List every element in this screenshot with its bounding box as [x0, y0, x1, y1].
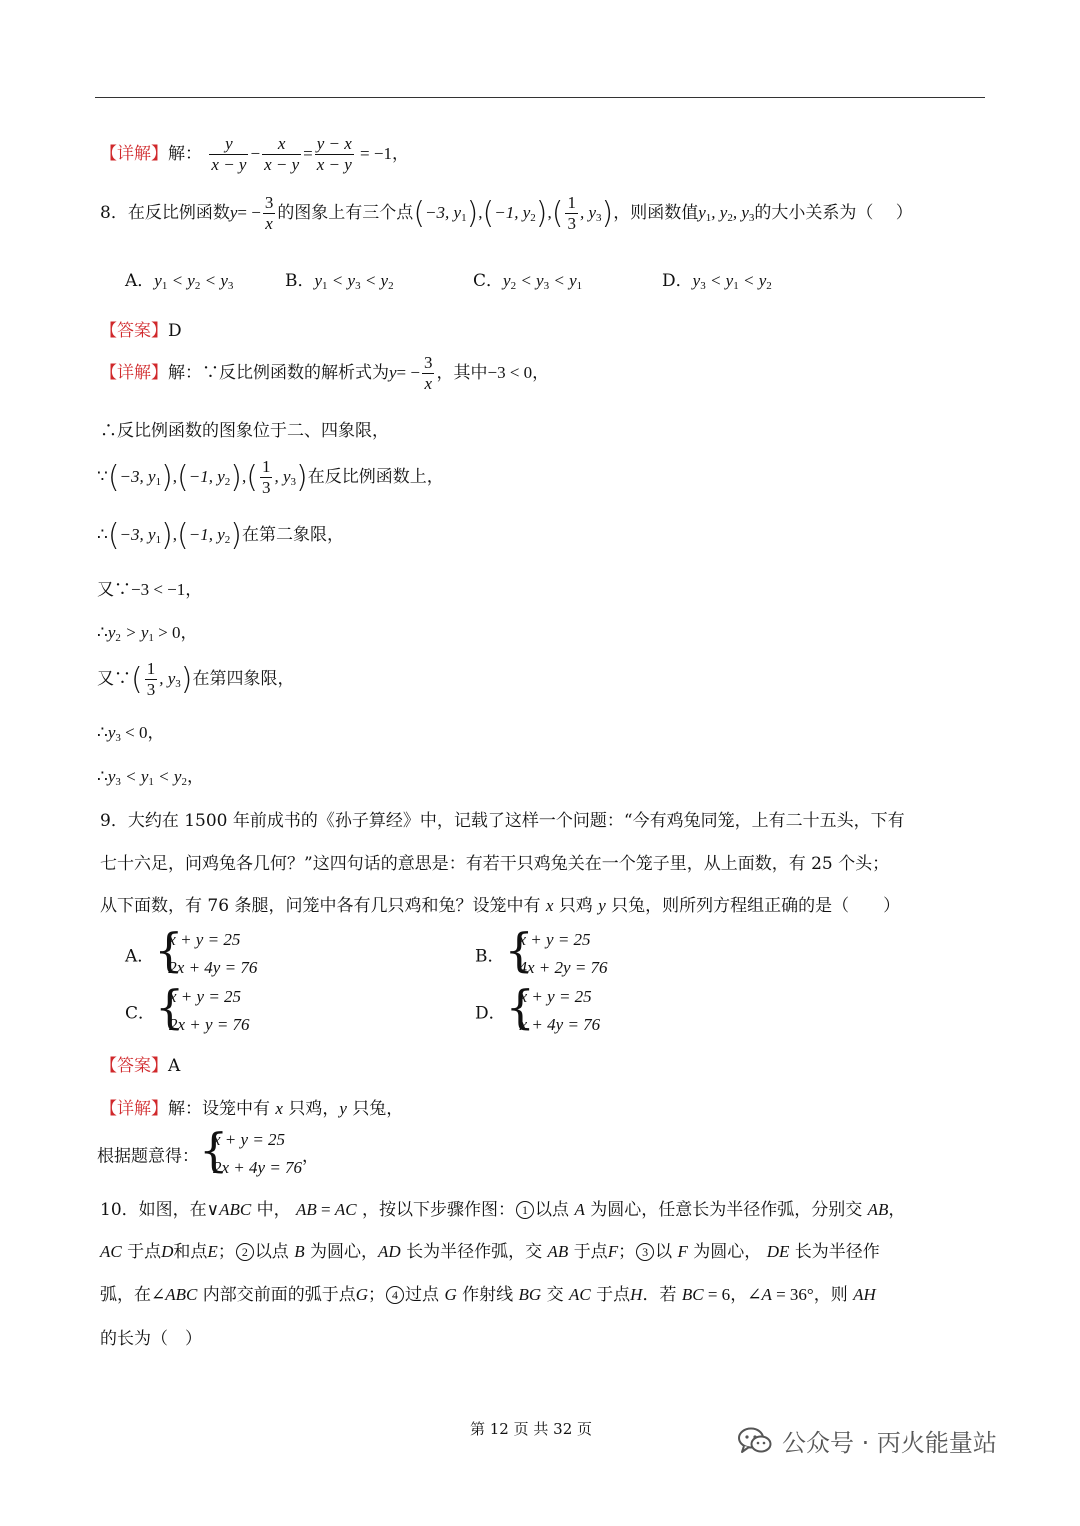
q8-solution-line-7: 又∵( $\frac{1}{3}$ , $y_3$)在第四象限， [97, 659, 295, 699]
detail-tag: 【详解】 [100, 144, 168, 164]
q9-option-c: C． { x + y = 25 2x + y = 76 [125, 980, 250, 1034]
q9-solution-line-2: 根据题意得： { x + y = 25 2x + 4y = 76 ， [97, 1123, 320, 1177]
answer-tag: 【答案】 [100, 321, 168, 341]
q8-solution-line-4: ∴(−3, $y_1),(-1$, $y_2$)在第二象限， [97, 518, 345, 553]
q8-option-b: B．$y_1 < y_3 < y_2$ [285, 271, 394, 292]
q9-stem-line-3: 从下面数，有 76 条腿，问笼中各有几只鸡和兔？设笼中有 x 只鸡 y 只兔，则所列方程组正确的是（ ） [100, 896, 901, 916]
fraction: $\frac{y - x}{x - y}$ [316, 134, 352, 174]
q8-solution-line-5: 又∵−3 < −1， [97, 580, 203, 600]
q8-option-d: D．$y_3 < y_1 < y_2$ [662, 271, 772, 292]
watermark [738, 1423, 997, 1458]
q8-solution-line-2: ∴反比例函数的图象位于二、四象限， [100, 421, 389, 441]
page-footer: 第 12 页 共 32 页 [470, 1420, 593, 1438]
jie-label: 解： [168, 144, 202, 164]
header-rule [95, 97, 985, 98]
q8-option-c: C．$y_2 < y_3 < y_1$ [473, 271, 583, 292]
answer-tag: 【答案】 [100, 1056, 168, 1076]
q9-stem-line-1: 9．大约在 1500 年前成书的《孙子算经》中，记载了这样一个问题：“今有鸡兔同笼，上有二十五头，下有 [100, 811, 905, 831]
q9-solution-line-1: 【详解】解：设笼中有 x 只鸡，y 只兔， [100, 1099, 404, 1119]
q9-option-b: B． { x + y = 25 4x + 2y = 76 [475, 923, 608, 977]
q9-stem-line-2: 七十六足，问鸡兔各几何？”这四句话的意思是：有若干只鸡兔关在一个笼子里，从上面数，有 25 个头； [100, 854, 890, 874]
fraction: $\frac{x}{x - y}$ [264, 134, 300, 174]
q10-stem-line-2: AC 于点D和点E； 2 以点 B 为圆心，AD 长为半径作弧，交 AB 于点F； 3 以 F 为圆心， DE 长为半径作 [100, 1242, 880, 1262]
q8-solution-line-1: 【详解】解：∵反比例函数的解析式为y= − $\frac{3}{x}$ ，其中−3 < 0， [100, 353, 550, 393]
q9-answer [100, 1051, 180, 1076]
q8-text: 8．在反比例函数 [100, 203, 230, 223]
q8-text: ，则函数值 [613, 203, 699, 223]
q10-stem-line-3: 弧，在∠ABC 内部交前面的弧于点G； 4 过点 G 作射线 BG 交 AC 于点H．若 BC = 6，∠A = 36°，则 AH [100, 1285, 876, 1305]
q9-option-a: A． { x + y = 25 2x + 4y = 76 [125, 923, 258, 977]
answer-value: D [168, 321, 182, 341]
q8-solution-line-9: $\therefore y_3 < y_1 < y_2$， [97, 767, 204, 788]
q8-answer [100, 316, 182, 341]
q8-solution-line-8: $\therefore y_3 < 0$， [97, 723, 165, 744]
q8-text: 的图象上有三个点 [277, 203, 414, 223]
fraction: $\frac{y}{x - y}$ [211, 134, 247, 174]
detail-tag: 【详解】 [100, 1099, 168, 1119]
prev-solution-line: 【详解】解： $\frac{y}{x - y}$ − $\frac{x}{x - y}$ = $\frac{y - x}{x - y}$ = −1， [100, 134, 409, 174]
answer-value: A [168, 1056, 181, 1076]
q10-stem-line-4: 的长为（ ） [100, 1329, 202, 1349]
wechat-icon [738, 1427, 772, 1455]
detail-tag: 【详解】 [100, 363, 168, 383]
q8-text: 的大小关系为（ ） [754, 203, 913, 223]
watermark-text: 公众号 · 丙火能量站 [782, 1429, 997, 1457]
punct: ， [391, 144, 409, 164]
q8-solution-line-6: $\therefore y_2 > y_1 > 0$， [97, 623, 198, 644]
q8-option-a: A．$y_1 < y_2 < y_3$ [125, 271, 234, 292]
q10-stem-line-1: 10．如图，在∨ABC 中， AB = AC ，按以下步骤作图： 1 以点 A 为圆心，任意长为半径作弧，分别交 AB， [100, 1200, 906, 1220]
q8-stem: 8．在反比例函数y= − $\frac{3}{x}$ 的图象上有三个点(−3, $y_1),(-1$, $y_2$),( $\frac{1}{3}$ , $y_3$)，则函数值$y_1$, $y_2$, $y_3$的大小关系为（ ） [100, 193, 913, 233]
q9-option-d: D． { x + y = 25 x + 4y = 76 [475, 980, 601, 1034]
q8-solution-line-3: ∵(−3, $y_1),(-1$, $y_2$),( $\frac{1}{3}$ , $y_3$)在反比例函数上， [97, 457, 444, 497]
